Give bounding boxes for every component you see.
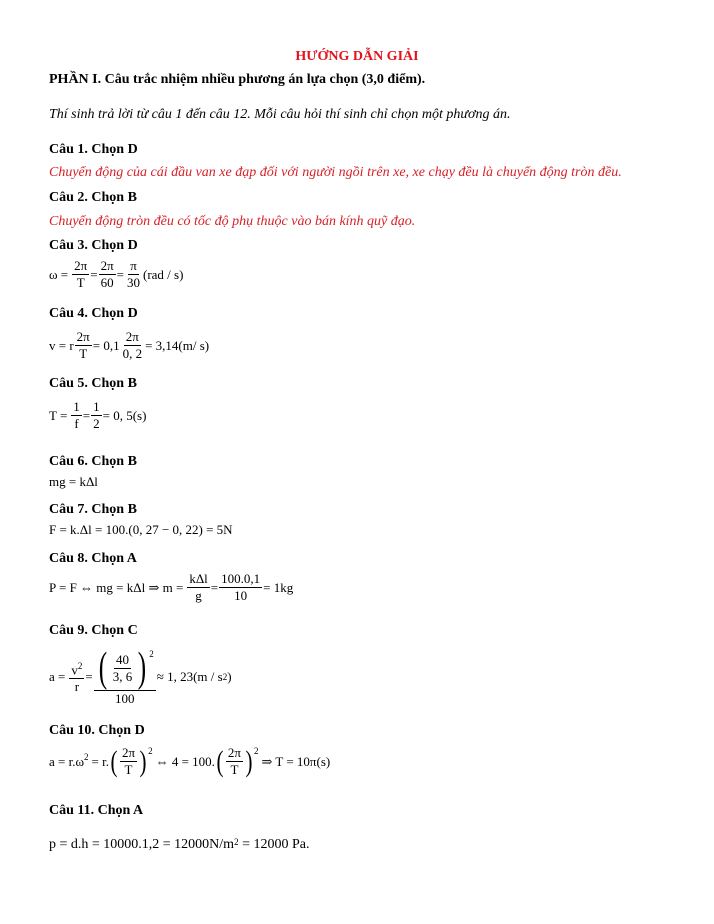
explanation-2: Chuyển động tròn đều có tốc độ phụ thuộc vào bán kính quỹ đạo. (49, 214, 416, 229)
formula-10: a = r.ω $^2$ = r. ( $\frac{2\pi}{T}$ ) $^2$ ⇔ 4 = 100. ( $\frac{2\pi}{T}$ ) $^2$ ⇒ T = 10π(s) (49, 744, 331, 778)
formula-4: v = r $\frac{2\pi}{T}$ = 0,1 $\frac{2\pi}{0, 2}$ = 3,14(m/ s) (49, 329, 210, 361)
page-title: HƯỚNG DẪN GIẢI (295, 49, 419, 64)
question-label-3: Câu 3. Chọn D (49, 238, 138, 253)
question-label-8: Câu 8. Chọn A (49, 551, 137, 566)
question-label-2: Câu 2. Chọn B (49, 190, 137, 205)
formula-9: a = $\frac{v^2}{r}$ = ( $\frac{40}{3, 6}$ ) $^2$ 100 ≈ 1, 23(m / s 2 ) (49, 645, 232, 706)
question-label-11: Câu 11. Chọn A (49, 803, 144, 818)
question-label-5: Câu 5. Chọn B (49, 376, 137, 391)
question-label-7: Câu 7. Chọn B (49, 502, 137, 517)
instructions: Thí sinh trả lời từ câu 1 đến câu 12. Mỗi câu hỏi thí sinh chỉ chọn một phương án. (49, 107, 511, 122)
question-label-10: Câu 10. Chọn D (49, 723, 145, 738)
formula-5: T = $\frac{1}{f}$ = $\frac{1}{2}$ = 0, 5(s) (49, 399, 147, 431)
explanation-1: Chuyển động của cái đầu van xe đạp đối với người ngồi trên xe, xe chạy đều là chuyển động tròn đều. (49, 165, 622, 180)
formula-11: p = d.h = 10000.1,2 = 12000N/m $^2$ = 12000 Pa. (49, 837, 310, 852)
formula-6: mg = kΔl (49, 474, 98, 489)
question-label-6: Câu 6. Chọn B (49, 454, 137, 469)
formula-7: F = k.Δl = 100.(0, 27 − 0, 22) = 5N (49, 522, 233, 537)
question-label-9: Câu 9. Chọn C (49, 623, 138, 638)
formula-3: ω = $\frac{2\pi}{T}$ = $\frac{2\pi}{60}$ = $\frac{\pi}{30}$ (rad / s) (49, 258, 184, 290)
formula-8: P = F ⇔ mg = kΔl ⇒ m = $\frac{\text{kΔl}}{g}$ = $\frac{100.0,1}{10}$ = 1kg (49, 571, 294, 603)
question-label-1: Câu 1. Chọn D (49, 142, 138, 157)
question-label-4: Câu 4. Chọn D (49, 306, 138, 321)
part-heading: PHẦN I. Câu trắc nhiệm nhiều phương án lựa chọn (3,0 điểm). (49, 72, 426, 87)
